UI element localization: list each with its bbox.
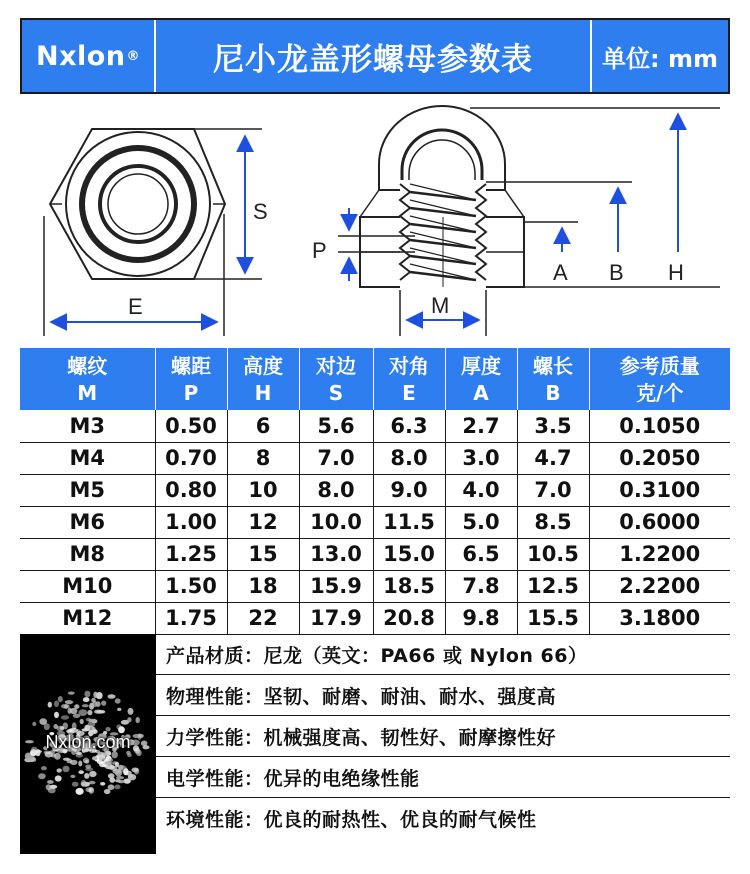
table-cell: 6.5 (445, 538, 517, 570)
brand-logo (22, 20, 156, 92)
pellet (114, 785, 120, 790)
pellet (83, 758, 89, 764)
pellet (54, 712, 59, 718)
pellet (104, 761, 112, 765)
table-cell: 5.6 (299, 410, 373, 442)
unit-label: 单位: mm (602, 44, 718, 73)
side-view (360, 106, 524, 290)
table-cell: 2.2200 (589, 570, 730, 602)
pellet (93, 692, 97, 698)
pellet (88, 719, 97, 722)
col-symbol: 克/个 (589, 379, 730, 410)
pellet (86, 725, 95, 731)
inner-ring (100, 166, 176, 242)
pellet (73, 714, 81, 718)
pellet (89, 771, 96, 777)
col-header: 对角 (373, 348, 445, 379)
pellet (108, 694, 116, 699)
col-header: 参考质量 (589, 348, 730, 379)
material-photo (20, 634, 156, 854)
col-symbol: H (227, 379, 299, 410)
pellet (78, 770, 84, 774)
label-b: B (609, 260, 624, 285)
pellet (92, 756, 98, 760)
col-symbol: A (445, 379, 517, 410)
col-symbol: B (517, 379, 589, 410)
table-cell: 20.8 (373, 602, 445, 634)
pellet (89, 703, 94, 710)
pellet (128, 708, 134, 715)
table-row (20, 506, 730, 538)
pellet (68, 692, 75, 695)
table-cell: 15 (227, 538, 299, 570)
table-cell: 9.0 (373, 474, 445, 506)
label-p: P (312, 238, 327, 263)
col-header: 厚度 (445, 348, 517, 379)
pellet (61, 715, 69, 719)
table-cell: 10.5 (517, 538, 589, 570)
table-cell: 6.3 (373, 410, 445, 442)
pellet (115, 770, 122, 777)
pellet (61, 704, 70, 709)
pellet (127, 717, 131, 722)
pellet (85, 787, 92, 792)
pellet (70, 708, 77, 714)
brand-name: Nxlon (35, 40, 126, 72)
table-cell: 7.0 (517, 474, 589, 506)
table-cell: 4.7 (517, 442, 589, 474)
pellet (46, 784, 52, 790)
table-cell: 3.0 (445, 442, 517, 474)
pellet (87, 710, 92, 715)
table-cell: 0.3100 (589, 474, 730, 506)
technical-drawing (20, 96, 730, 348)
table-cell: 15.0 (373, 538, 445, 570)
table-cell: 22 (227, 602, 299, 634)
pellet (116, 776, 124, 779)
pellet (53, 724, 58, 729)
table-body (20, 410, 730, 634)
table-cell: 0.1050 (589, 410, 730, 442)
table-header-top (20, 348, 730, 379)
table-cell: 1.50 (155, 570, 227, 602)
pellet (84, 691, 90, 698)
registered-mark: ® (126, 48, 141, 64)
table-cell: M5 (20, 474, 155, 506)
outer-ring (66, 132, 210, 276)
col-header: 螺距 (155, 348, 227, 379)
pellet (38, 773, 46, 779)
table-cell: M6 (20, 506, 155, 538)
label-h: H (668, 260, 684, 285)
pellet (109, 778, 115, 783)
table-cell: 0.70 (155, 442, 227, 474)
dome-outer (379, 106, 505, 190)
pellet (57, 768, 62, 772)
property-physical: 物理性能：坚韧、耐磨、耐油、耐水、强度高 (156, 675, 730, 716)
col-header: 高度 (227, 348, 299, 379)
table-cell: 12 (227, 506, 299, 538)
pellet (70, 775, 75, 778)
table-cell: 15.5 (517, 602, 589, 634)
table-cell: 1.75 (155, 602, 227, 634)
col-header: 对边 (299, 348, 373, 379)
table-cell: 3.1800 (589, 602, 730, 634)
label-a: A (553, 260, 568, 285)
table-cell: M10 (20, 570, 155, 602)
table-cell: 10 (227, 474, 299, 506)
table-cell: 8.0 (373, 442, 445, 474)
pellet (63, 722, 68, 729)
table-row (20, 538, 730, 570)
header-bar (20, 18, 730, 94)
pellet (54, 701, 59, 708)
table-cell: 10.0 (299, 506, 373, 538)
pellet (66, 759, 72, 764)
col-symbol: E (373, 379, 445, 410)
pellet (72, 782, 79, 787)
property-electrical: 电学性能：优异的电绝缘性能 (156, 757, 730, 798)
property-list (156, 634, 730, 854)
label-s: S (253, 199, 268, 224)
pellet (78, 761, 82, 767)
pellet (48, 702, 52, 708)
dim-h (470, 108, 720, 252)
pellet (100, 782, 105, 786)
table-cell: 0.80 (155, 474, 227, 506)
col-header: 螺纹 (20, 348, 155, 379)
pellet (54, 753, 61, 760)
property-environmental: 环境性能：优良的耐热性、优良的耐气候性 (166, 809, 537, 831)
pellet (65, 700, 73, 704)
table-cell: 3.5 (517, 410, 589, 442)
pellet (81, 780, 87, 787)
page-title: 尼小龙盖形螺母参数表 (156, 20, 592, 92)
table-cell: M4 (20, 442, 155, 474)
col-symbol: S (299, 379, 373, 410)
pellet (134, 768, 139, 775)
center-ring (108, 174, 168, 234)
table-cell: 18 (227, 570, 299, 602)
pellet (26, 757, 33, 760)
table-cell: M8 (20, 538, 155, 570)
table-cell: 0.50 (155, 410, 227, 442)
table-row (20, 570, 730, 602)
table-cell: 4.0 (445, 474, 517, 506)
pellet (91, 698, 96, 703)
table-row (20, 602, 730, 634)
hex-outline (50, 129, 225, 279)
table-cell: 13.0 (299, 538, 373, 570)
pellet (84, 773, 89, 779)
table-cell: 1.00 (155, 506, 227, 538)
table-cell: 17.9 (299, 602, 373, 634)
table-cell: 8.5 (517, 506, 589, 538)
table-cell: 8.0 (299, 474, 373, 506)
table-cell: 6 (227, 410, 299, 442)
property-material: 产品材质：尼龙（英文：PA66 或 Nylon 66） (156, 634, 730, 675)
pellet (76, 788, 84, 795)
table-row (20, 474, 730, 506)
pellet (41, 766, 47, 770)
table-cell: 0.2050 (589, 442, 730, 474)
pellet (127, 753, 132, 757)
pellet (47, 780, 54, 784)
table-header-bottom (20, 379, 730, 410)
pellet (94, 710, 102, 714)
pellet (117, 708, 121, 711)
pellet (115, 779, 121, 782)
table-row (20, 442, 730, 474)
pellet (85, 765, 91, 769)
watermark: Nxlon.com (45, 732, 131, 752)
col-symbol: M (20, 379, 155, 410)
pellet (58, 696, 63, 702)
col-header: 螺长 (517, 348, 589, 379)
pellet (32, 722, 36, 726)
front-view (50, 129, 225, 279)
table-row (20, 410, 730, 442)
table-cell: 15.9 (299, 570, 373, 602)
label-e: E (128, 294, 143, 319)
pellet (104, 789, 111, 794)
pellet (128, 774, 136, 780)
table-cell: 18.5 (373, 570, 445, 602)
table-cell: 7.8 (445, 570, 517, 602)
table-cell: 9.8 (445, 602, 517, 634)
table-cell: 2.7 (445, 410, 517, 442)
table-cell: 11.5 (373, 506, 445, 538)
table-cell: M12 (20, 602, 155, 634)
property-mechanical: 力学性能：机械强度高、韧性好、耐摩擦性好 (156, 716, 730, 757)
col-symbol: P (155, 379, 227, 410)
table-cell: M3 (20, 410, 155, 442)
dome-inner (402, 130, 482, 188)
pellet (80, 719, 84, 724)
table-cell: 1.25 (155, 538, 227, 570)
pellet (101, 701, 106, 706)
pellet (115, 698, 121, 703)
pellet (136, 717, 140, 723)
pellet (62, 766, 69, 773)
spec-table (20, 348, 730, 635)
table-cell: 8 (227, 442, 299, 474)
pellet (106, 727, 111, 731)
pellet (55, 775, 62, 781)
properties-panel (20, 634, 730, 854)
table-cell: 12.5 (517, 570, 589, 602)
pellet (82, 704, 89, 707)
table-cell: 1.2200 (589, 538, 730, 570)
table-cell: 5.0 (445, 506, 517, 538)
table-cell: 0.6000 (589, 506, 730, 538)
pellet (83, 697, 90, 702)
label-m: M (431, 293, 450, 318)
table-cell: 7.0 (299, 442, 373, 474)
pellet (39, 718, 47, 725)
